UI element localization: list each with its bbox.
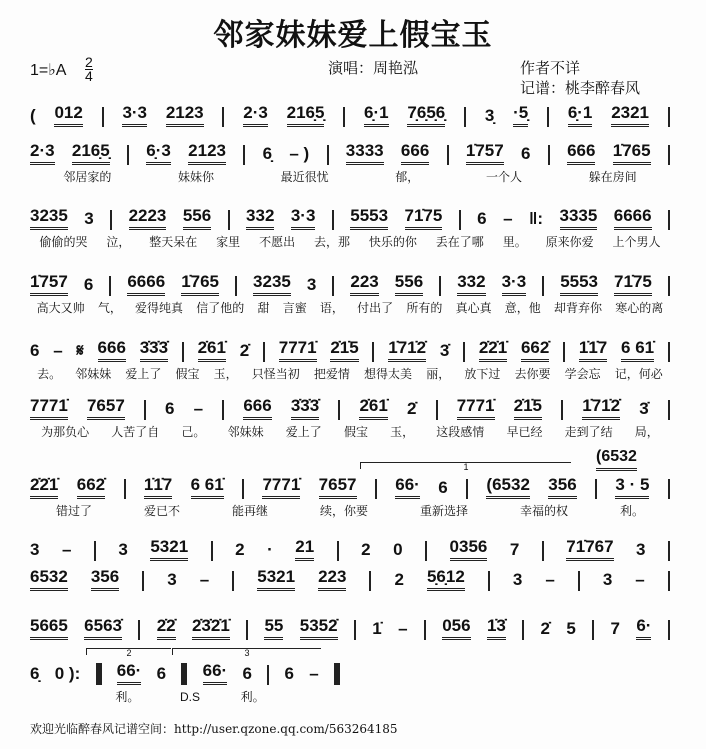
note-group: 666 [401, 142, 429, 165]
barline [246, 620, 248, 640]
note-group: 2 [361, 540, 371, 559]
barline [595, 479, 597, 499]
note-group: 1̇765 [613, 142, 651, 165]
note-group: ( [30, 106, 36, 125]
note-group: 6 [242, 664, 252, 683]
note-group: 6̣·1 [364, 104, 389, 127]
note-group: 2̇61̇ [359, 397, 387, 420]
lyric: 想得太美 [364, 367, 413, 381]
lyric: 为那负心 [41, 425, 90, 439]
barline [110, 210, 112, 230]
note-group: 7 [610, 619, 620, 638]
note-group: 3 [512, 570, 523, 589]
barline [327, 145, 329, 165]
lyric: 把爱情 [313, 367, 350, 381]
barline [127, 145, 129, 165]
barline [668, 210, 670, 230]
note-group: 2̇2̇1̇ [30, 476, 58, 499]
notation-row [30, 568, 670, 591]
barline [447, 145, 449, 165]
note-group: 7771̇ [262, 476, 300, 499]
note-group: 5352̇ [300, 617, 338, 640]
lyric: 幸福的权 [519, 504, 568, 518]
note-group: 0 [393, 540, 403, 559]
note-group: 7657 [319, 476, 357, 499]
note-group: 6 61̇ [191, 476, 224, 499]
lyric: 只怪当初 [251, 367, 300, 381]
note-group: 6· [636, 617, 651, 640]
barline [668, 571, 670, 591]
barline [332, 210, 334, 230]
note-group: 0 ): [54, 664, 81, 683]
barline [522, 620, 524, 640]
lyric: 记，何必 [614, 367, 663, 381]
note-group: 1̇1̇7 [144, 476, 172, 499]
note-group: 2·3 [30, 142, 55, 165]
note-group: 55 [264, 617, 283, 640]
notation-row [30, 662, 340, 685]
note-group: 1̇1̇7 [579, 339, 607, 362]
lyric: 邻居家的 [63, 170, 112, 184]
lyrics-row [30, 235, 670, 249]
note-group: 2̇2̇1̇ [479, 339, 507, 362]
note-group: 332 [457, 273, 485, 296]
lyric: 放下过 [464, 367, 501, 381]
note-group: 5321 [257, 568, 295, 591]
lyric: 高大又帅 [36, 301, 85, 315]
lyric: 丢在了哪 [435, 235, 484, 249]
note-group: 216̣5̣ [72, 142, 110, 165]
lyric: 意，他 [504, 301, 541, 315]
lyrics-row [30, 170, 670, 184]
lyric: 爱上了 [125, 367, 162, 381]
barline [439, 276, 441, 296]
note-group: ·5̣ [513, 104, 528, 127]
note-group: 71̇75 [614, 273, 652, 296]
lyric: 去。 [37, 367, 62, 381]
double-barline [96, 663, 102, 685]
note-group: · [267, 540, 273, 559]
barline [242, 479, 244, 499]
lyric: 一个人 [485, 170, 522, 184]
note-group: 1̇765 [181, 273, 219, 296]
notation-row [30, 104, 670, 127]
lyric: 这段感情 [436, 425, 485, 439]
note-group: 3̣ [484, 106, 495, 125]
barline [548, 145, 550, 165]
note-group: – [61, 540, 72, 559]
note-group: 6563̇ [84, 617, 122, 640]
barline [228, 210, 230, 230]
note-group: 2̇1̇5 [514, 397, 542, 420]
lyric: 付出了 [357, 301, 394, 315]
barline [343, 107, 345, 127]
note-group: 356 [91, 568, 119, 591]
lyric: 爱得纯真 [135, 301, 184, 315]
lyric: 泣， [106, 235, 131, 249]
note-group: 7771̇ [279, 339, 317, 362]
barline [542, 276, 544, 296]
note-group: 𝄋 [76, 341, 84, 360]
barline [592, 620, 594, 640]
note-group: 6̣·3 [146, 142, 171, 165]
note-group: 6 [30, 341, 40, 360]
note-group: 3 [30, 540, 40, 559]
barline [488, 571, 490, 591]
barline [138, 620, 140, 640]
barline [354, 620, 356, 640]
barline [561, 400, 563, 420]
barline [668, 479, 670, 499]
note-group: 332 [246, 207, 274, 230]
note-group: 662̇ [77, 476, 105, 499]
note-group: 3 [636, 540, 646, 559]
note-group: 7̣6̣5̣6̣ [407, 104, 445, 127]
lyrics-row [30, 367, 670, 381]
note-group: 7771̇ [30, 397, 68, 420]
lyric: 利。 [619, 504, 644, 518]
barline [668, 620, 670, 640]
note-group: 5553 [560, 273, 598, 296]
note-group: – [398, 619, 408, 638]
barline [547, 107, 549, 127]
notation-row [30, 339, 670, 362]
notation-row [30, 273, 670, 296]
note-group: 0356 [450, 538, 488, 561]
lyric: 爱上了 [285, 425, 322, 439]
note-group: 3̇ [639, 399, 649, 418]
note-group: 666 [98, 339, 126, 362]
lyric: 丽， [426, 367, 451, 381]
note-group: – [309, 664, 319, 683]
note-group: 3 · 5 [615, 476, 649, 499]
barline [182, 342, 184, 362]
note-group: 6̣ [262, 144, 273, 163]
note-group: 6 61̇ [621, 339, 654, 362]
note-group: 556 [395, 273, 423, 296]
lyric: 却背弃你 [554, 301, 603, 315]
barline [369, 571, 371, 591]
note-group: 3335 [560, 207, 598, 230]
note-group: 21 [295, 538, 314, 561]
footer-text: 欢迎光临醉春风记谱空间：http://user.qzone.qq.com/563264185 [30, 722, 398, 736]
note-group: 66· [117, 662, 142, 685]
volta-bracket: 2 [86, 648, 171, 655]
lyric: 不愿出 [259, 235, 296, 249]
barline [459, 210, 461, 230]
barline [222, 107, 224, 127]
double-barline [334, 663, 340, 685]
lyric: 真心真 [455, 301, 492, 315]
barline [243, 145, 245, 165]
note-group: 556 [183, 207, 211, 230]
barline [263, 342, 265, 362]
note-group: 1̇757 [30, 273, 68, 296]
note-group: 3·3 [291, 207, 316, 230]
lyric: 爱已不 [143, 504, 180, 518]
note-group: – [193, 399, 204, 418]
lyric: 局， [634, 425, 659, 439]
lyric: 偷偷的哭 [39, 235, 88, 249]
note-group: 3235 [30, 207, 68, 230]
note-group: 3̇3̇3̇ [291, 397, 319, 420]
note-group: 3333 [346, 142, 384, 165]
barline [332, 276, 334, 296]
lyric: 早已经 [506, 425, 543, 439]
note-group: 3 [602, 570, 613, 589]
lyric: 利。 [115, 690, 140, 704]
note-group: 6666 [614, 207, 652, 230]
lyric: 邻妹妹 [75, 367, 112, 381]
note-group: 5321 [150, 538, 188, 561]
note-group: 3 [306, 275, 317, 294]
note-group: 66· [203, 662, 228, 685]
note-group: – [199, 570, 210, 589]
barline [142, 571, 144, 591]
note-group: 223 [318, 568, 346, 591]
lyric: 郁， [395, 170, 420, 184]
note-group: 5665 [30, 617, 68, 640]
intro-note-group: (6532 [596, 448, 637, 471]
lyric: 里。 [502, 235, 527, 249]
barline [668, 400, 670, 420]
note-group: 662̇ [521, 339, 549, 362]
barline [578, 571, 580, 591]
lyric: 假宝 [343, 425, 368, 439]
note-group: 5553 [350, 207, 388, 230]
note-group: 2̇61̇ [198, 339, 226, 362]
note-group: 1̇71̇2̇ [582, 397, 620, 420]
note-group: 3235 [253, 273, 291, 296]
note-group: 2123 [166, 104, 204, 127]
lyric: 躲在房间 [588, 170, 637, 184]
lyric: 利。 [240, 690, 265, 704]
barline [109, 276, 111, 296]
lyric: D.S [179, 690, 200, 704]
lyric: 玉， [390, 425, 415, 439]
notation-row [30, 617, 670, 640]
note-group: 2123 [188, 142, 226, 165]
note-group: 056 [442, 617, 470, 640]
lyric: 玉， [213, 367, 238, 381]
lyric: 己。 [181, 425, 206, 439]
time-top: 2 [85, 54, 93, 70]
key-signature: 1=♭A [30, 62, 67, 79]
note-group: – [53, 341, 63, 360]
lyric: 所有的 [406, 301, 443, 315]
lyric: 邻妹妹 [227, 425, 264, 439]
song-title: 邻家妹妹爱上假宝玉 [213, 18, 493, 53]
note-group: 66· [395, 476, 420, 499]
barline [211, 541, 213, 561]
note-group: 5 [566, 619, 576, 638]
lyric: 学会忘 [564, 367, 601, 381]
barline [425, 541, 427, 561]
barline [124, 479, 126, 499]
volta-bracket: 3 [172, 648, 321, 655]
notation-row [30, 207, 670, 230]
barline [563, 342, 565, 362]
note-group: 6 [165, 399, 175, 418]
note-group: 7771̇ [457, 397, 495, 420]
note-group: 6 [83, 275, 94, 294]
barline [375, 479, 377, 499]
lyric: 家里 [216, 235, 241, 249]
note-group: 2̇ [239, 341, 250, 360]
barline [232, 571, 234, 591]
barline [463, 342, 465, 362]
barline [668, 276, 670, 296]
note-group: 3̇3̇3̇ [140, 339, 168, 362]
barline [94, 541, 96, 561]
note-group: 2 [394, 570, 404, 589]
barline [102, 107, 104, 127]
barline [338, 400, 340, 420]
notation-row [30, 476, 670, 499]
singer: 演唱：周艳泓 [328, 59, 419, 77]
notation-row [30, 538, 670, 561]
note-group: 6532 [30, 568, 68, 591]
note-group: 223 [350, 273, 378, 296]
barline [668, 342, 670, 362]
lyrics-row [95, 690, 285, 704]
barline [267, 665, 269, 685]
double-barline [181, 663, 187, 685]
note-group: ‖: [528, 209, 544, 228]
note-group: 6 [438, 478, 448, 497]
note-group: (6532 [486, 476, 529, 499]
note-group: 1̇3̇ [487, 617, 506, 640]
lyric: 续，你要 [319, 504, 368, 518]
lyric: 假宝 [175, 367, 200, 381]
note-group: 2̇2̇ [157, 617, 176, 640]
note-group: 2 [235, 540, 245, 559]
note-group: 2̇ [406, 399, 417, 418]
note-group: 3 [167, 570, 177, 589]
lyric: 去你要 [514, 367, 551, 381]
barline [337, 541, 339, 561]
volta-bracket: 1 [360, 462, 571, 469]
note-group: 6̣·1 [568, 104, 593, 127]
note-group: 216̣5̣ [287, 104, 325, 127]
lyric: 原来你爱 [545, 235, 594, 249]
barline [542, 541, 544, 561]
note-group: 3 [84, 209, 94, 228]
note-group: 71̇767 [566, 538, 613, 561]
barline [436, 400, 438, 420]
lyrics-row [30, 425, 670, 439]
note-group: – [503, 209, 513, 228]
lyric: 去，那 [313, 235, 350, 249]
barline [464, 107, 466, 127]
lyric: 重新选择 [419, 504, 468, 518]
note-group: 7 [509, 540, 520, 559]
lyric: 上个男人 [612, 235, 661, 249]
lyric: 妹妹你 [177, 170, 214, 184]
note-group: 2·3 [243, 104, 268, 127]
barline [222, 400, 224, 420]
note-group: 2̇1̇5 [330, 339, 358, 362]
note-group: 666 [567, 142, 595, 165]
lyric: 走到了结 [564, 425, 613, 439]
notation-row [30, 397, 670, 420]
barline [235, 276, 237, 296]
time-bottom: 4 [85, 68, 93, 84]
note-group: 3·3 [122, 104, 147, 127]
note-group: 6̣ [30, 664, 40, 683]
note-group: 1̇757 [466, 142, 504, 165]
note-group: 356 [548, 476, 576, 499]
note-group: 71̇75 [405, 207, 443, 230]
barline [668, 107, 670, 127]
time-signature [85, 56, 93, 83]
lyric: 最近很忧 [280, 170, 329, 184]
lyric: 言蜜 [282, 301, 307, 315]
note-group: – ) [289, 144, 310, 163]
note-group: 6 [284, 664, 294, 683]
note-group: 1̇ [372, 619, 382, 638]
barline [144, 400, 146, 420]
note-group: 3·3 [502, 273, 527, 296]
barline [424, 620, 426, 640]
note-group: 2̇ [540, 619, 551, 638]
lyric: 错过了 [55, 504, 92, 518]
note-group: 3̇ [439, 341, 450, 360]
lyric: 甜 [257, 301, 270, 315]
barline [668, 541, 670, 561]
note-group: 2̇3̇2̇1̇ [192, 617, 230, 640]
scribe: 记谱：桃李醉春风 [520, 79, 641, 97]
notation-row [30, 142, 670, 165]
lyric: 寒心的离 [615, 301, 664, 315]
note-group: 012 [54, 104, 82, 127]
barline [668, 145, 670, 165]
author: 作者不详 [520, 59, 581, 77]
note-group: 666 [243, 397, 271, 420]
lyric: 快乐的你 [368, 235, 417, 249]
lyric: 人苦了自 [111, 425, 160, 439]
lyric: 能再继 [231, 504, 268, 518]
note-group: 2223 [129, 207, 167, 230]
note-group: 1̇71̇2̇ [388, 339, 426, 362]
note-group: 6666 [127, 273, 165, 296]
note-group: 6 [521, 144, 531, 163]
barline [372, 342, 374, 362]
note-group: – [545, 570, 555, 589]
lyric: 信了他的 [196, 301, 245, 315]
lyric: 语， [319, 301, 344, 315]
note-group: 6 [156, 664, 167, 683]
lyric: 整天呆在 [149, 235, 198, 249]
note-group: 2321 [611, 104, 649, 127]
note-group: – [635, 570, 645, 589]
lyric: 气， [97, 301, 122, 315]
barline [466, 479, 468, 499]
note-group: 3 [118, 540, 128, 559]
lyrics-row [30, 504, 670, 518]
note-group: 6 [477, 209, 487, 228]
lyrics-row [30, 301, 670, 315]
note-group: 5̣6̣12 [427, 568, 465, 591]
note-group: 7657 [87, 397, 125, 420]
